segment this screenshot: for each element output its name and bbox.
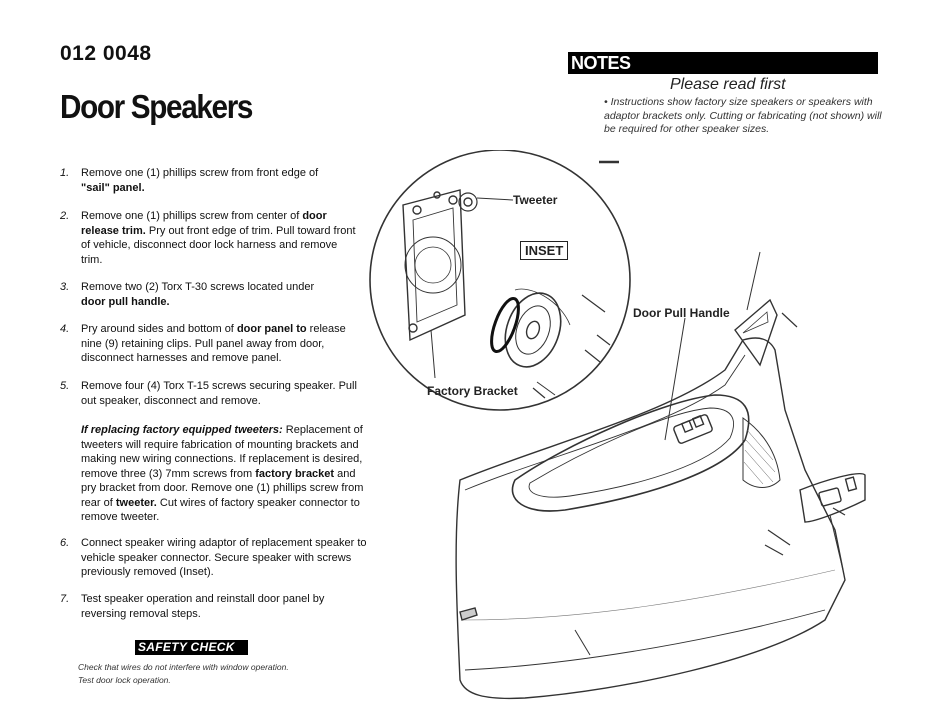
step-number: 7. [60, 593, 70, 605]
notes-body: • Instructions show factory size speakers or speakers with adaptor brackets only. Cutting or fabricating (not shown) will be required for other speaker sizes. [604, 96, 882, 135]
notes-heading: NOTES [571, 53, 631, 73]
safety-check-bar [135, 640, 248, 655]
door-panel-illustration [365, 150, 885, 710]
step-text: Connect speaker wiring adaptor of replacement speaker to vehicle speaker connector. Secure speaker with screws previously removed (Inset). [81, 537, 367, 578]
armrest [512, 395, 748, 511]
label-inset: INSET [520, 241, 568, 260]
document-number: 012 0048 [60, 42, 152, 65]
label-factory-bracket: Factory Bracket [427, 384, 518, 398]
step-text: Test speaker operation and reinstall door panel by reversing removal steps. [81, 593, 325, 620]
step-text: Remove two (2) Torx T-30 screws located under door pull handle. [81, 281, 315, 308]
safety-check-lines [78, 661, 289, 687]
step-number: 1. [60, 167, 70, 179]
step-number: 2. [60, 210, 70, 222]
step-text: Remove four (4) Torx T-15 screws securing speaker. Pull out speaker, disconnect and remove. [81, 380, 357, 407]
step-number: 3. [60, 281, 70, 293]
step-number: 6. [60, 537, 70, 549]
page-title: Door Speakers [60, 88, 253, 125]
step-text: Remove one (1) phillips screw from front edge of "sail" panel. [81, 167, 319, 194]
step-text: Pry around sides and bottom of door panel to release nine (9) retaining clips. Pull panel away from door, disconnect harnesses and remove panel. [81, 323, 346, 364]
speaker [496, 285, 571, 374]
safety-line: Test door lock operation. [78, 675, 171, 685]
sail-panel [735, 300, 777, 365]
step-number: 4. [60, 323, 70, 335]
label-door-pull-handle: Door Pull Handle [633, 306, 730, 320]
tweeter-note-lead: If replacing factory equipped tweeters: [81, 424, 283, 436]
label-tweeter: Tweeter [513, 193, 558, 207]
tweeter-note-text: Replacement of tweeters will require fabrication of mounting brackets and making new wiring connections. If replacement is desired, remove three (3) 7mm screws from factory bracket and pry bracket from door. Remove one (1) phillips screw from rear of tweeter. Cut wires of factory speaker connector to remove tweeter. [81, 424, 364, 523]
tweeter-replacement-note [81, 423, 371, 525]
tweeter [459, 193, 477, 211]
safety-check-heading: SAFETY CHECK [138, 640, 235, 654]
step-text: Remove one (1) phillips screw from center of door release trim. Pry out front edge of trim. Pull toward front of vehicle, disconnect door lock harness and remove trim. [81, 210, 356, 266]
notes-subheading: Please read first [670, 76, 786, 93]
door-speaker-diagram [365, 150, 885, 710]
safety-line: Check that wires do not interfere with window operation. [78, 662, 289, 672]
step-number: 5. [60, 380, 70, 392]
notes-heading-bar [568, 52, 878, 74]
